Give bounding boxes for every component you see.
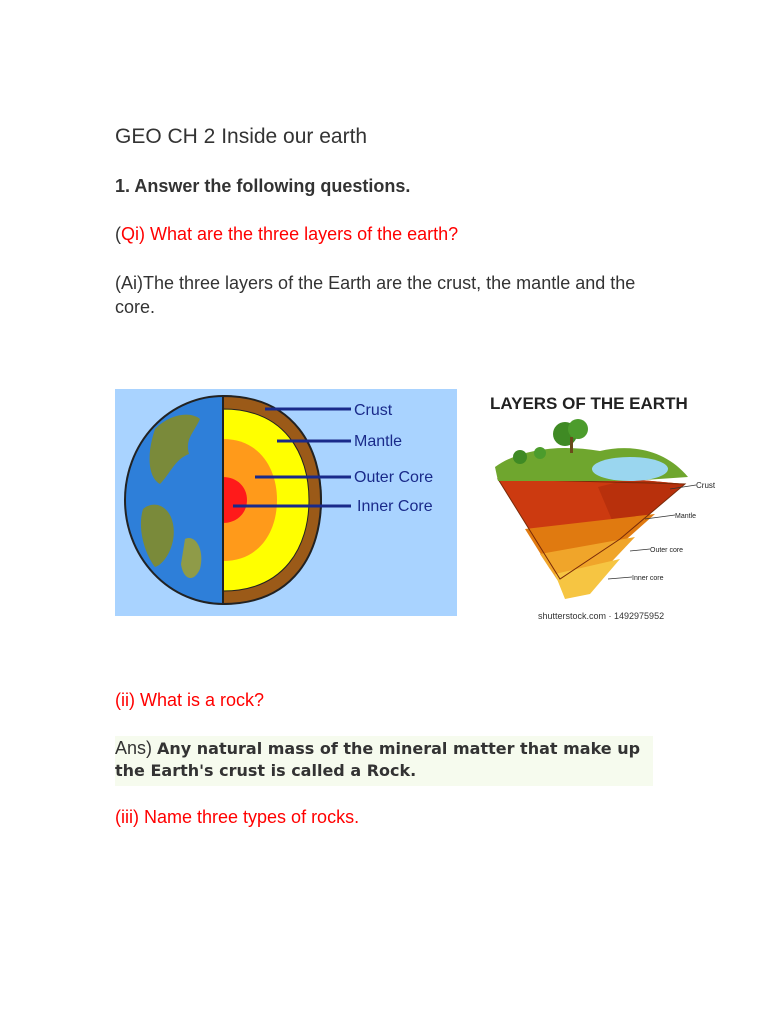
question-3: (iii) Name three types of rocks. [115,807,360,827]
question-1-paren: ( [115,224,121,244]
section-heading: 1. Answer the following questions. [115,176,411,196]
label-inner-core: Inner Core [357,498,433,515]
earth-cross-section-figure [115,389,457,616]
label-mantle: Mantle [354,433,403,450]
answer-2-text: Any natural mass of the mineral matter that make up the Earth's crust is called a Rock. [115,739,641,780]
figure-title: LAYERS OF THE EARTH [490,394,688,413]
label-outer-core: Outer Core [354,469,434,486]
label-inner-core-small: Inner core [632,575,664,582]
label-mantle-small: Mantle [675,513,697,520]
label-outer-core-small: Outer core [650,547,684,554]
question-1-text: Qi) What are the three layers of the earth? [121,224,459,244]
answer-2-prefix: Ans) [115,738,158,758]
image-credit: shutterstock.com · 1492975952 [538,611,665,621]
question-1 [115,224,458,245]
answer-1: (Ai)The three layers of the Earth are the crust, the mantle and the core. [115,273,636,317]
question-2: (ii) What is a rock? [115,690,265,710]
page-title: GEO CH 2 Inside our earth [115,125,368,148]
layers-of-earth-figure [480,389,716,625]
answer-2 [115,736,653,786]
label-crust: Crust [354,402,393,419]
label-crust-small: Crust [696,481,716,490]
